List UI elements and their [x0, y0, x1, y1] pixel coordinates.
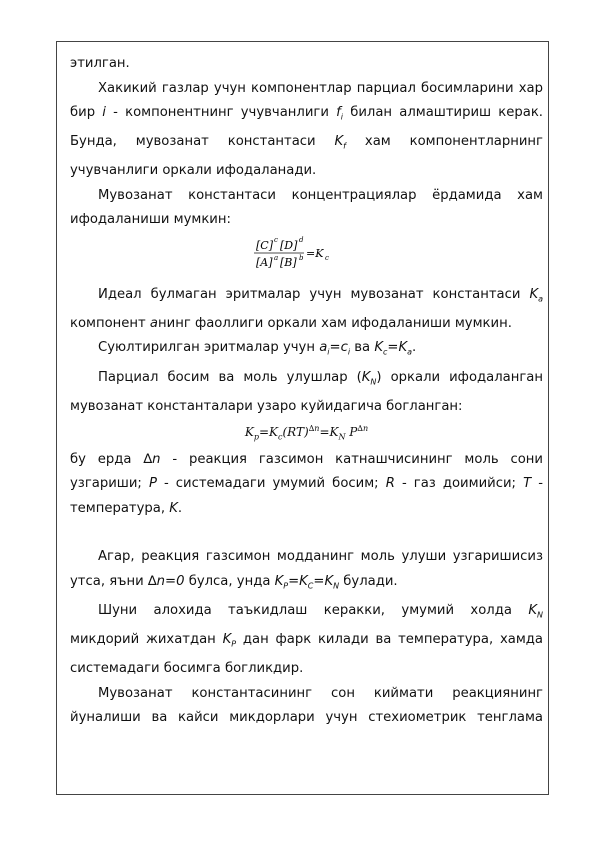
blank-line [70, 521, 543, 545]
text-span: - газ доимийси; [401, 476, 516, 492]
paragraph-continuation [70, 52, 543, 77]
text-span: булади. [343, 573, 398, 589]
text-span: - температура, [70, 476, 543, 516]
formula-num-c: [C] [255, 238, 273, 252]
paragraph-dn-zero [70, 545, 543, 599]
formula-den-b: [B] [279, 255, 297, 269]
document-body [70, 52, 543, 731]
formula-rhs: =K [305, 246, 323, 260]
text-span: Идеал булмаган эритмалар учун мувозанат константаси [98, 286, 521, 302]
formula-rhs-sub: c [324, 253, 329, 262]
text-span: . [412, 340, 417, 356]
formula-exp-a: a [273, 253, 278, 262]
formula-kp: $K_p=K_c(RT)^{\Delta n}=K_N$ $P^{\Delta n}$ [244, 424, 369, 442]
formula-kc [70, 235, 543, 279]
text-span: - компонентнинг учувчанлиги [113, 105, 329, 120]
formula-exp-c: c [273, 235, 278, 244]
paragraph-note [70, 599, 543, 682]
math-r: R [385, 476, 395, 492]
text-span: Мувозанат константаси концентрациялар ёрдамида хам ифодаланиши мумкин: [70, 187, 543, 228]
paragraph-activity [70, 283, 543, 337]
text-span: ва [354, 340, 371, 356]
paragraph-definitions [70, 448, 543, 522]
text-span: Парциал босим ва моль улушлар ( [98, 369, 362, 385]
text-span: . [177, 500, 183, 516]
formula-kc-svg [252, 235, 362, 275]
math-a: a [149, 315, 159, 331]
formula-num-d: [D] [279, 238, 297, 252]
paragraph-last [70, 682, 543, 731]
text-span: хам компонентларнинг учувчанлиги оркали ифодаланади. [70, 134, 543, 179]
text-span: Агар, реакция газсимон модданинг моль улуши узгаришисиз утса, яъни [70, 549, 543, 589]
formula-exp-b: b [298, 253, 303, 262]
math-t: T [523, 476, 532, 492]
text-span: - системадаги умумий босим; [163, 476, 379, 492]
paragraph-dilute [70, 336, 543, 365]
math-p: P [148, 476, 157, 492]
math-kf: $K_f$ [334, 134, 346, 151]
text-span: микдорий жихатдан [70, 631, 216, 647]
paragraph-concentration [70, 184, 543, 233]
math-ka: $K_a$ [529, 286, 543, 304]
text-span: дан фарк килади ва температура, хамда системадаги босимга богликдир. [70, 631, 543, 677]
formula-exp-d: d [298, 235, 303, 244]
text-span: Суюлтирилган эритмалар учун [98, 340, 315, 356]
text-span: нинг фаоллиги оркали хам ифодаланиши мумкин. [158, 315, 512, 331]
math-k: K [169, 500, 178, 516]
math-dn: ∆n [143, 451, 161, 467]
text-span: Шуни алохида таъкидлаш керакки, умумий холда [98, 602, 512, 618]
math-kc-ka: $K_c=K_a$ [374, 340, 412, 358]
math-kp-kc-kn: $K_P=K_C=K_N$ [274, 573, 340, 591]
math-i: i [102, 105, 106, 120]
math-kn: $K_N$ [361, 369, 377, 387]
text-line: этилган. [70, 56, 130, 71]
text-span: компонент [70, 315, 146, 331]
text-span: билан алмаштириш керак. Бунда, мувозанат константаси [70, 105, 543, 150]
text-span: ) оркали ифодаланган мувозанат константалари узаро куйидагича богланган: [70, 369, 543, 414]
math-fi: $f_i$ [336, 105, 344, 122]
text-span: бу ерда [70, 451, 132, 467]
formula-den-a: [A] [255, 255, 273, 269]
text-span: булса, унда [188, 573, 271, 589]
math-kp2: $K_P$ [222, 631, 237, 649]
text-span: Мувозанат константасининг сон киймати реакциянинг йуналиши ва кайси микдорлари учун стехиометрик тенглама [70, 685, 543, 726]
math-dn-zero: ∆n=0 [147, 573, 185, 589]
text-span: Хакикий газлар учун компонентлар парциал босимларини хар бир [70, 80, 543, 120]
paragraph-partial-pressure [70, 366, 543, 420]
paragraph-fugacity [70, 77, 543, 184]
math-kn2: $K_N$ [528, 602, 543, 620]
math-ai-ci: $a_i=c_i$ [319, 340, 351, 358]
text-span: - реакция газсимон катнашчисининг моль сони узгариши; [70, 451, 544, 492]
